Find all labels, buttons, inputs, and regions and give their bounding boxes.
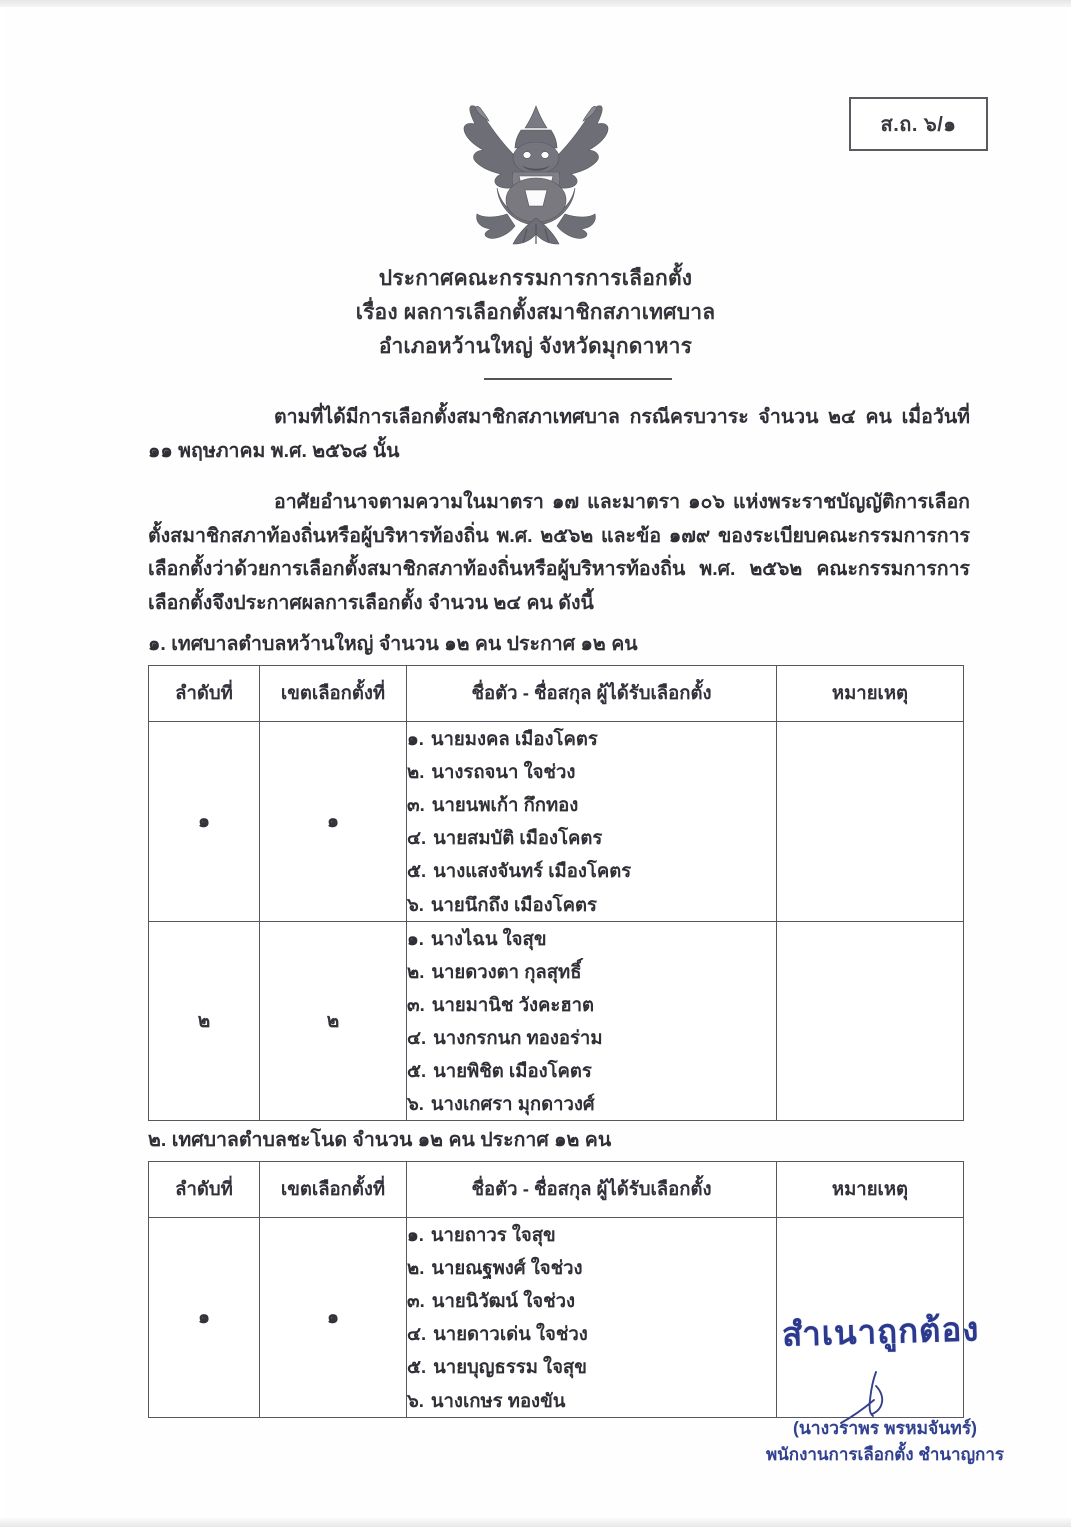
list-item-number: ๔. [407,1026,427,1048]
list-item-number: ๖. [407,1389,424,1411]
list-item [407,1317,776,1350]
list-item [407,1251,776,1284]
list-item-number: ๒. [407,1257,425,1279]
column-header-order: ลำดับที่ [149,1162,260,1218]
paragraph-2: อาศัยอำนาจตามความในมาตรา ๑๗ และมาตรา ๑๐๖ แห่งพระราชบัญญัติการเลือกตั้งสมาชิกสภาท้องถิ่นหรือผู้บริหารท้องถิ่น พ.ศ. ๒๕๖๒ และข้อ ๑๗๙ ของระเบียบคณะกรรมการการเลือกตั้งว่าด้วยการเลือกตั้งสมาชิกสภาท้องถิ่นหรือผู้บริหารท้องถิ่น พ.ศ. ๒๕๖๒ คณะกรรมการการเลือกตั้งจึงประกาศผลการเลือกตั้ง จำนวน ๒๔ คน ดังนี้ [148,491,970,614]
list-item-name: นายสมบัติ เมืองโคตร [433,827,603,849]
list-item-number: ๓. [407,794,425,816]
cell-remark [777,722,964,922]
list-item [407,988,776,1021]
cell-names [407,921,777,1121]
list-item-number: ๑. [407,927,424,949]
cell-remark [777,921,964,1121]
garuda-emblem [0,84,1071,254]
list-item [407,1218,776,1251]
list-item-name: นางเกศรา มุกดาวงศ์ [430,1093,595,1115]
list-item [407,888,776,921]
list-item-name: นางกรกนก ทองอร่าม [433,1026,603,1048]
list-item-number: ๒. [407,761,425,783]
body-text [148,401,970,638]
cell-order: ๑ [149,722,260,922]
cell-names [407,722,777,922]
list-item-number: ๕. [407,860,427,882]
list-item-number: ๔. [407,1323,427,1345]
list-item [407,854,776,887]
list-item [407,1350,776,1383]
list-item-name: นายมงคล เมืองโคตร [430,728,598,749]
signature-block [735,1415,1035,1468]
list-item-number: ๕. [407,1060,427,1082]
list-item [407,1384,776,1417]
elected-name-list [407,922,776,1121]
header-line-3: อำเภอหว้านใหญ่ จังหวัดมุกดาหาร [378,335,693,359]
cell-zone: ๒ [260,921,407,1121]
list-item-name: นายดาวเด่น ใจช่วง [433,1323,588,1345]
section-heading: ๑. เทศบาลตำบลหว้านใหญ่ จำนวน ๑๒ คน ประกาศ ๑๒ คน [148,633,638,655]
elected-name-list [407,1218,776,1417]
list-item-name: นางรถจนา ใจช่วง [431,761,576,783]
table-row [149,722,964,922]
list-item-number: ๖. [407,1093,424,1115]
header-line-1: ประกาศคณะกรรมการการเลือกตั้ง [378,267,693,290]
cell-zone: ๑ [260,1218,407,1418]
list-item [407,788,776,821]
signer-title: พนักงานการเลือกตั้ง ชำนาญการ [765,1445,1005,1465]
table-header-row [149,1162,964,1218]
column-header-names: ชื่อตัว - ชื่อสกุล ผู้ได้รับเลือกตั้ง [407,666,777,722]
list-item [407,1021,776,1054]
list-item-name: นายมานิช วังคะฮาต [431,993,595,1015]
list-item [407,821,776,854]
column-header-order: ลำดับที่ [149,666,260,722]
list-item-name: นายบุญธรรม ใจสุข [433,1356,587,1378]
table-row [149,921,964,1121]
list-item [407,1284,776,1317]
signer-name: (นางวราพร พรหมจันทร์) [793,1418,977,1438]
list-item-number: ๖. [407,893,424,915]
column-header-zone: เขตเลือกตั้งที่ [260,1162,407,1218]
elected-name-list [407,722,776,921]
header-line-2: เรื่อง ผลการเลือกตั้งสมาชิกสภาเทศบาล [355,301,716,325]
cell-order: ๑ [149,1218,260,1418]
list-item [407,755,776,788]
list-item [407,922,776,955]
list-item-name: นางแสงจันทร์ เมืองโคตร [433,860,632,882]
list-item-name: นายนิวัฒน์ ใจช่วง [431,1290,576,1312]
header-divider [484,378,672,380]
column-header-remark: หมายเหตุ [777,1162,964,1218]
section-heading: ๒. เทศบาลตำบลชะโนด จำนวน ๑๒ คน ประกาศ ๑๒ คน [148,1129,612,1151]
list-item [407,1054,776,1087]
cell-zone: ๑ [260,722,407,922]
list-item-name: นายณฐพงศ์ ใจช่วง [431,1257,583,1279]
list-item-name: นายนพเก้า กึกทอง [431,794,579,816]
list-item-name: นายถาวร ใจสุข [430,1224,556,1245]
section-municipality-1 [148,628,963,1121]
list-item-name: นางเกษร ทองขัน [430,1389,566,1411]
list-item-name: นางไฉน ใจสุข [430,927,547,949]
list-item-number: ๓. [407,993,425,1015]
results-table [148,665,964,1121]
paragraph-1: ตามที่ได้มีการเลือกตั้งสมาชิกสภาเทศบาล กรณีครบวาระ จำนวน ๒๔ คน เมื่อวันที่ ๑๑ พฤษภาคม พ.ศ. ๒๕๖๘ นั้น [148,406,970,462]
column-header-zone: เขตเลือกตั้งที่ [260,666,407,722]
document-header [0,262,1071,364]
list-item [407,722,776,755]
certified-copy-stamp: สำเนาถูกต้อง [781,1310,980,1353]
column-header-names: ชื่อตัว - ชื่อสกุล ผู้ได้รับเลือกตั้ง [407,1162,777,1218]
list-item-number: ๔. [407,827,427,849]
list-item-name: นายนึกถึง เมืองโคตร [430,893,597,915]
list-item-number: ๒. [407,960,425,982]
list-item-number: ๑. [407,728,424,749]
list-item-number: ๕. [407,1356,427,1378]
cell-order: ๒ [149,921,260,1121]
list-item-number: ๓. [407,1290,425,1312]
cell-names [407,1218,777,1418]
list-item [407,955,776,988]
table-header-row [149,666,964,722]
list-item-name: นายพิชิต เมืองโคตร [433,1060,592,1082]
list-item [407,1087,776,1120]
list-item-name: นายดวงตา กุลสุทธิ์ [431,960,582,982]
list-item-number: ๑. [407,1224,424,1245]
form-code-label: ส.ถ. ๖/๑ [880,114,957,136]
column-header-remark: หมายเหตุ [777,666,964,722]
